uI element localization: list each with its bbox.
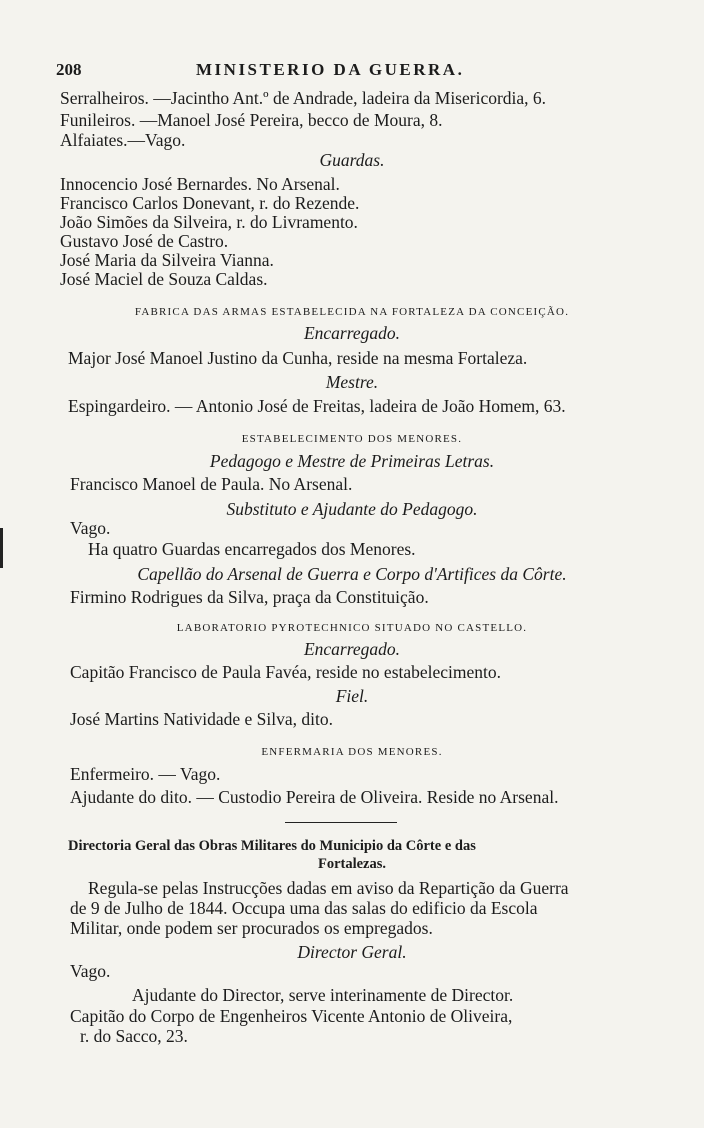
page-number: 208: [56, 60, 82, 79]
section-heading: ESTABELECIMENTO DOS MENORES.: [241, 433, 463, 445]
subheading: Substituto e Ajudante do Pedagogo.: [226, 499, 478, 519]
subheading: Fiel.: [335, 686, 369, 706]
subheading: Capellão do Arsenal de Guerra e Corpo d'Artifices da Côrte.: [137, 564, 567, 584]
running-title: MINISTERIO DA GUERRA.: [196, 60, 465, 79]
text-line: Francisco Manoel de Paula. No Arsenal.: [70, 474, 353, 494]
text-line: Ajudante do dito. — Custodio Pereira de Oliveira. Reside no Arsenal.: [70, 787, 559, 807]
text-line: José Maria da Silveira Vianna.: [60, 250, 274, 270]
text-line: Innocencio José Bernardes. No Arsenal.: [60, 174, 340, 194]
subheading: Encarregado.: [303, 323, 401, 343]
running-header: [56, 60, 636, 82]
text-line: Vago.: [70, 518, 111, 538]
text-line: Capitão do Corpo de Engenheiros Vicente Antonio de Oliveira,: [70, 1006, 513, 1026]
text-line: José Martins Natividade e Silva, dito.: [70, 709, 333, 729]
text-line: Ha quatro Guardas encarregados dos Menores.: [88, 539, 416, 559]
text-line: Militar, onde podem ser procurados os empregados.: [70, 918, 433, 938]
text-line: Firmino Rodrigues da Silva, praça da Constituição.: [70, 587, 429, 607]
text-line: r. do Sacco, 23.: [80, 1026, 188, 1046]
section-heading: Directoria Geral das Obras Militares do Municipio da Côrte e das: [68, 838, 476, 854]
text-line: Funileiros. —Manoel José Pereira, becco de Moura, 8.: [60, 110, 443, 130]
text-line: Francisco Carlos Donevant, r. do Rezende.: [60, 193, 360, 213]
text-line: Alfaiates.—Vago.: [60, 130, 186, 150]
section-heading: FABRICA DAS ARMAS ESTABELECIDA NA FORTALEZA DA CONCEIÇÃO.: [134, 306, 570, 318]
text-line: Regula-se pelas Instrucções dadas em aviso da Repartição da Guerra: [88, 878, 569, 898]
text-line: Gustavo José de Castro.: [60, 231, 229, 251]
subheading: Pedagogo e Mestre de Primeiras Letras.: [209, 451, 495, 471]
margin-mark: [0, 528, 3, 568]
text-line: Major José Manoel Justino da Cunha, reside na mesma Fortaleza.: [68, 348, 528, 368]
subheading: Encarregado.: [303, 639, 401, 659]
subheading: Mestre.: [325, 372, 379, 392]
section-heading: Guardas.: [319, 150, 385, 170]
subheading: Director Geral.: [297, 942, 407, 962]
text-line: Vago.: [70, 961, 111, 981]
section-heading-cont: Fortalezas.: [317, 856, 387, 872]
text-line: Enfermeiro. — Vago.: [70, 764, 221, 784]
text-line: Serralheiros. —Jacintho Ant.º de Andrade, ladeira da Misericordia, 6.: [60, 88, 547, 108]
text-line: José Maciel de Souza Caldas.: [60, 269, 268, 289]
text-line: de 9 de Julho de 1844. Occupa uma das salas do edificio da Escola: [70, 898, 538, 918]
section-heading: LABORATORIO PYROTECHNICO SITUADO NO CASTELLO.: [176, 622, 528, 634]
text-line: Capitão Francisco de Paula Favéa, reside no estabelecimento.: [70, 662, 502, 682]
section-heading: ENFERMARIA DOS MENORES.: [261, 746, 443, 758]
text-line: Espingardeiro. — Antonio José de Freitas, ladeira de João Homem, 63.: [68, 396, 566, 416]
divider: [285, 822, 397, 823]
text-line: Ajudante do Director, serve interinamente de Director.: [132, 985, 514, 1005]
text-line: João Simões da Silveira, r. do Livramento.: [60, 212, 358, 232]
